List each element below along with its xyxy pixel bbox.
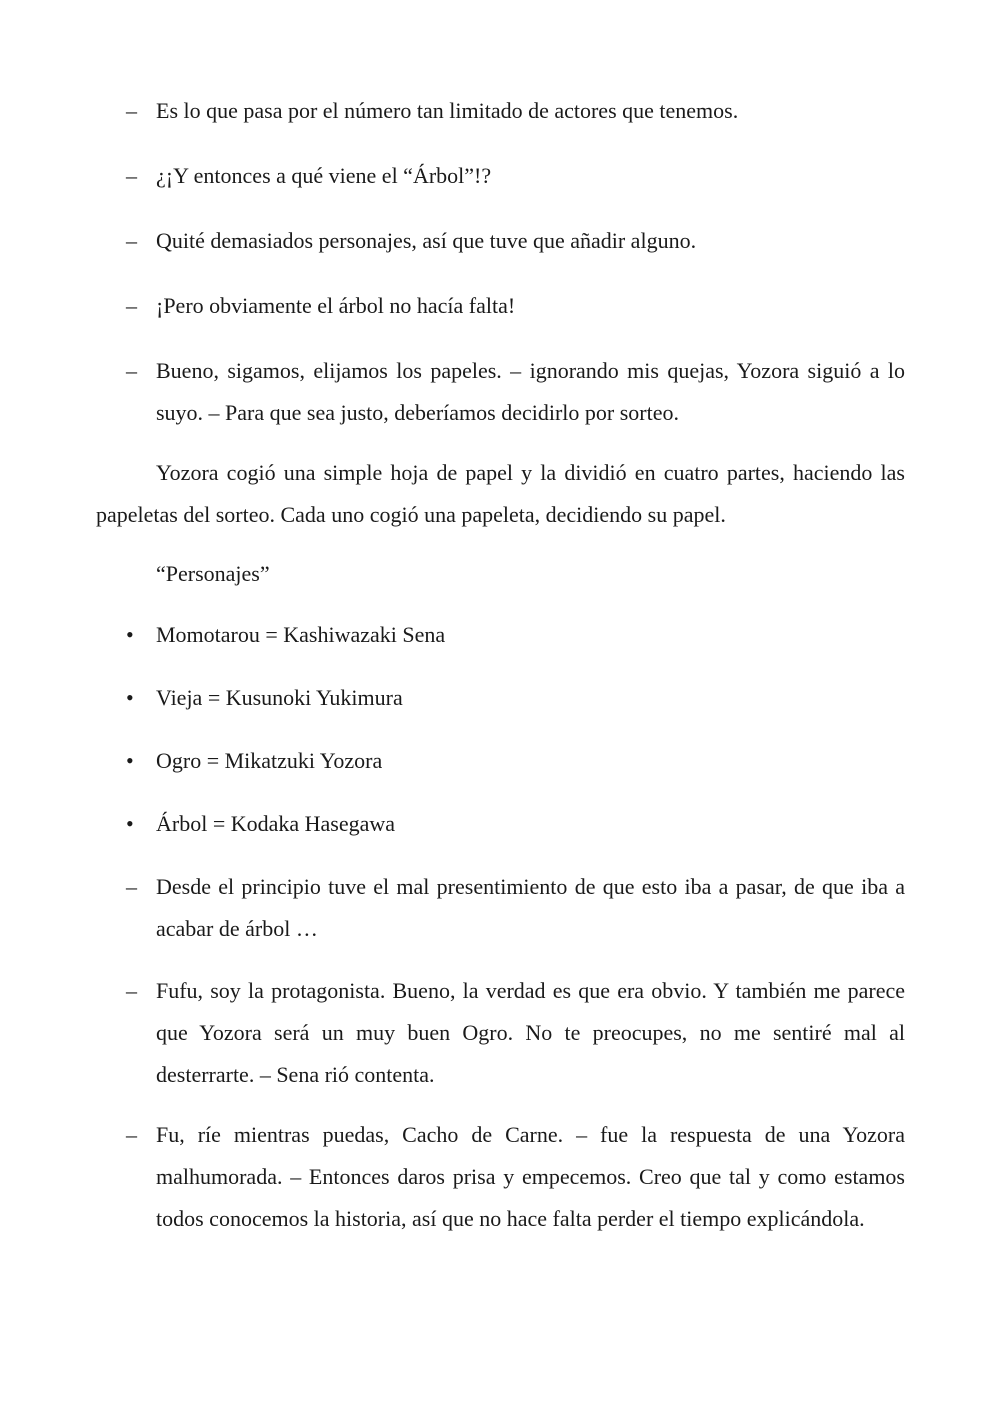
dash-marker: – [126,978,137,1003]
dialogue-text: Quité demasiados personajes, así que tuve que añadir alguno. [156,228,697,253]
dash-marker: – [126,163,137,188]
bullet-marker: • [126,811,134,836]
cast-text: Árbol = Kodaka Hasegawa [156,811,396,836]
cast-heading: “Personajes” [156,561,270,586]
dash-marker: – [126,358,137,383]
dialogue-text: ¿¡Y entonces a qué viene el “Árbol”!? [156,163,492,188]
narration-paragraph: Yozora cogió una simple hoja de papel y la dividió en cuatro partes, haciendo las papeletas del sorteo. Cada uno cogió una papeleta, decidiendo su papel. [96,460,905,527]
dash-marker: – [126,1122,137,1147]
dash-marker: – [126,874,137,899]
bullet-marker: • [126,685,134,710]
dialogue-text: ¡Pero obviamente el árbol no hacía falta! [156,293,516,318]
dash-marker: – [126,228,137,253]
dialogue-text: Desde el principio tuve el mal presentimiento de que esto iba a pasar, de que iba a acabar de árbol … [156,874,905,941]
dash-marker: – [126,98,137,123]
dialogue-text: Bueno, sigamos, elijamos los papeles. – ignorando mis quejas, Yozora siguió a lo suyo. – Para que sea justo, deberíamos decidirlo por sorteo. [156,358,905,425]
bullet-marker: • [126,748,134,773]
dialogue-text: Fu, ríe mientras puedas, Cacho de Carne. – fue la respuesta de una Yozora malhumorada. – Entonces daros prisa y empecemos. Creo que tal y como estamos todos conocemos la historia, así que no hace falta perder el tiempo explicándola. [156,1122,905,1231]
dialogue-text: Fufu, soy la protagonista. Bueno, la verdad es que era obvio. Y también me parece que Yozora será un muy buen Ogro. No te preocupes, no me sentiré mal al desterrarte. – Sena rió contenta. [156,978,905,1087]
dash-marker: – [126,293,137,318]
bullet-marker: • [126,622,134,647]
cast-text: Momotarou = Kashiwazaki Sena [156,622,446,647]
dialogue-text: Es lo que pasa por el número tan limitado de actores que tenemos. [156,98,739,123]
cast-text: Vieja = Kusunoki Yukimura [156,685,403,710]
cast-text: Ogro = Mikatzuki Yozora [156,748,383,773]
